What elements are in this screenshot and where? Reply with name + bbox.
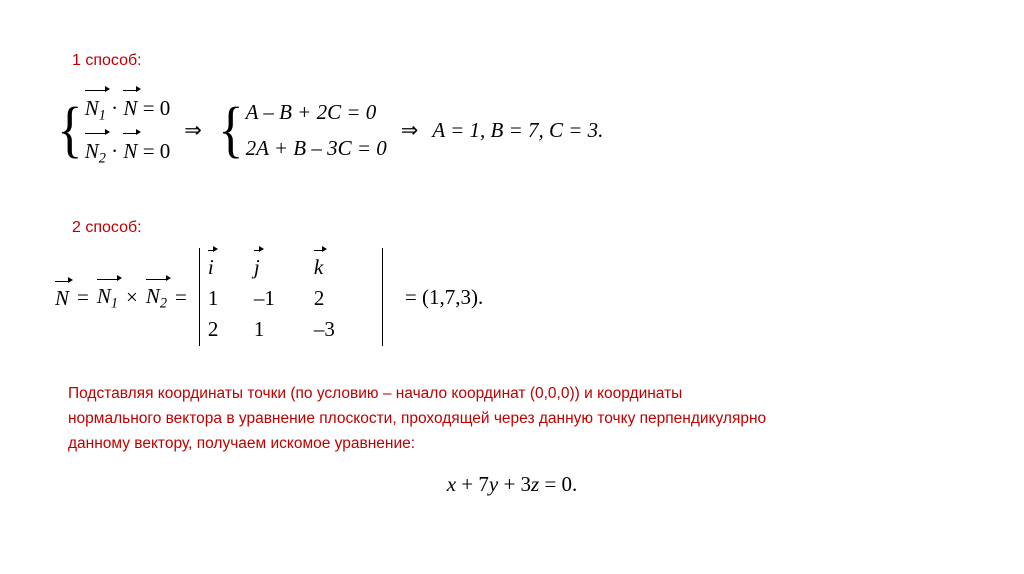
equals-sign-1: = <box>77 284 89 309</box>
equals-sign-2: = <box>175 284 187 309</box>
explanation-paragraph: Подставляя координаты точки (по условию – начало координат (0,0,0)) и координаты нормального вектора в уравнение плоскости, проходящей через данную точку перпендикулярно данному вектору, получаем искомое уравнение: <box>68 385 767 452</box>
vector-n1-icon-b: $N_1$ <box>97 281 118 312</box>
unit-vector-j-icon: j <box>254 252 260 280</box>
det-cell-r3c3: –3 <box>313 317 335 341</box>
final-eq-plus2: + 3 <box>498 472 532 496</box>
det-cell-r2c1: 1 <box>207 286 219 310</box>
det-cell-k <box>314 252 374 280</box>
vector-n2-icon: $N_2$ <box>85 135 106 168</box>
det-cell-r2c2: –1 <box>253 286 275 310</box>
determinant-matrix <box>191 248 391 346</box>
equation-abc-2: 2A + B – 3C = 0 <box>245 136 387 161</box>
vector-n2-icon-b: $N_2$ <box>146 281 167 312</box>
method-1-heading: 1 способ: <box>72 52 142 69</box>
final-eq-plus1: + 7 <box>456 472 489 496</box>
equation-n2-dot-n: $N_2$ · N = 0 <box>85 135 171 168</box>
vector-n1-icon: $N_1$ <box>85 92 106 125</box>
method-1-left-system <box>85 92 171 168</box>
method-1-row <box>55 92 603 168</box>
left-brace-2: { <box>218 96 244 165</box>
equation-n1-dot-n: $N_1$ · N = 0 <box>85 92 171 125</box>
determinant-bar-right <box>382 248 383 346</box>
implies-arrow-2: ⇒ <box>400 117 419 142</box>
cross-product-expression <box>55 281 187 312</box>
method-1-right-system <box>246 99 387 162</box>
vector-n-icon-2: N <box>123 135 137 164</box>
method-2-result: = (1,7,3). <box>404 284 484 309</box>
unit-vector-i-icon: i <box>208 252 214 280</box>
equation-abc-1: A – B + 2C = 0 <box>245 99 377 124</box>
vector-n-result-icon: N <box>55 283 69 311</box>
final-eq-z: z <box>531 472 540 496</box>
left-brace-1: { <box>57 96 83 165</box>
final-equation <box>0 472 1024 497</box>
method-1-result: A = 1, B = 7, C = 3. <box>432 118 604 142</box>
det-cell-j <box>254 252 314 280</box>
unit-vector-k-icon: k <box>314 252 323 280</box>
implies-arrow-1: ⇒ <box>184 117 202 142</box>
determinant-bar-left <box>199 248 200 346</box>
method-2-heading: 2 способ: <box>72 219 142 236</box>
det-cell-i <box>208 252 254 280</box>
final-eq-tail: = 0. <box>539 472 578 496</box>
det-cell-r3c2: 1 <box>253 317 265 341</box>
final-eq-y: y <box>488 472 499 496</box>
cross-sign: × <box>126 284 138 309</box>
final-eq-x: x <box>446 472 457 496</box>
det-cell-r2c3: 2 <box>313 286 325 310</box>
method-1-equation-block <box>55 92 603 168</box>
vector-n-icon: N <box>123 92 137 121</box>
determinant-grid <box>208 248 374 346</box>
det-cell-r3c1: 2 <box>207 317 219 341</box>
method-2-equation-block <box>55 248 483 346</box>
